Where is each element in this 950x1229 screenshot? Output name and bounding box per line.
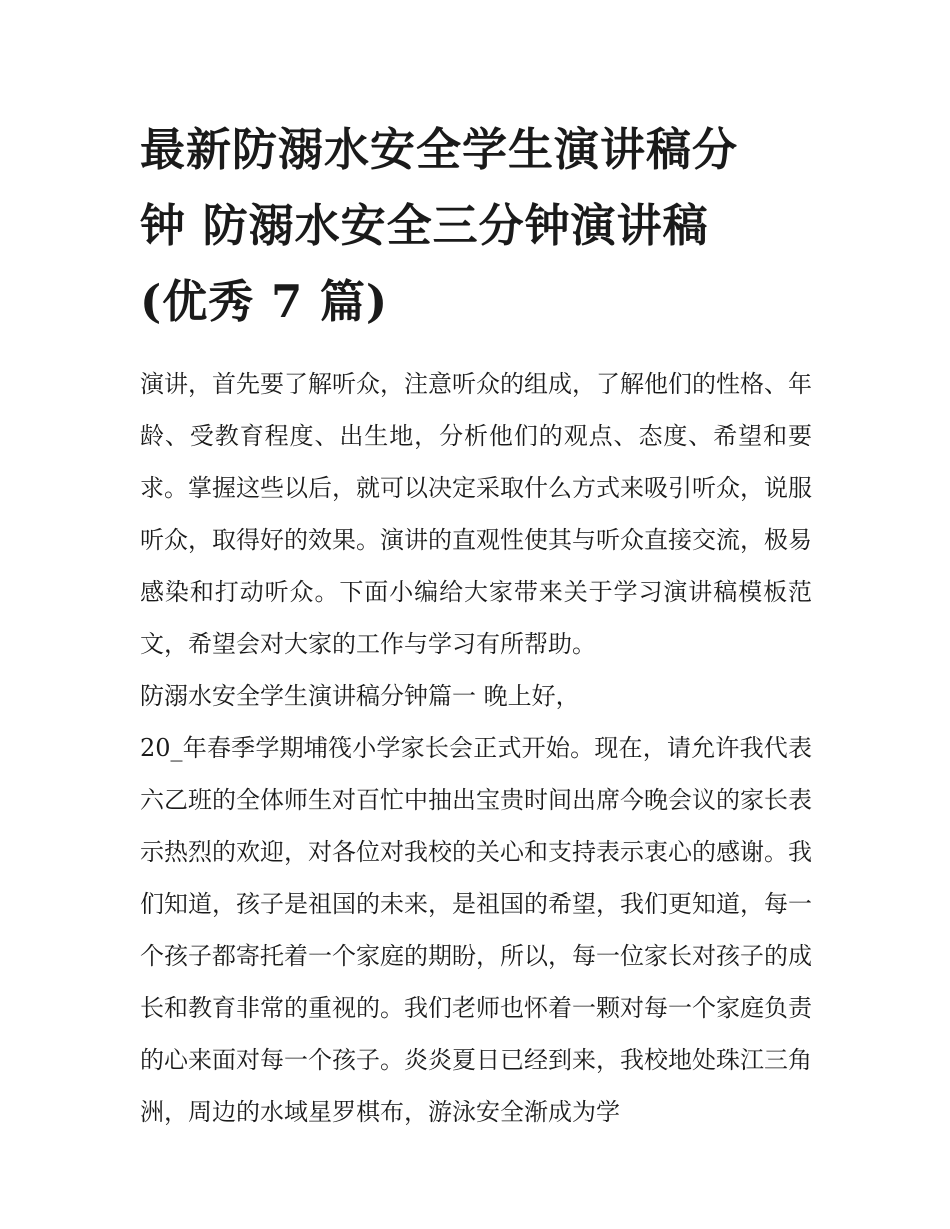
title-line-3: (优秀 7 篇) (140, 275, 389, 328)
document-body (140, 358, 812, 1138)
title-line-2: 钟 防溺水安全三分钟演讲稿 (140, 199, 709, 252)
section-heading-paragraph: 防溺水安全学生演讲稿分钟篇一 晚上好， (140, 682, 580, 710)
document-title (140, 112, 812, 340)
intro-paragraph: 演讲，首先要了解听众，注意听众的组成，了解他们的性格、年龄、受教育程度、出生地，分析他们的观点、态度、希望和要求。掌握这些以后，就可以决定采取什么方式来吸引听众，说服听众，取得好的效果。演讲的直观性使其与听众直接交流，极易感染和打动听众。下面小编给大家带来关于学习演讲稿模板范文，希望会对大家的工作与学习有所帮助。 (140, 370, 812, 658)
document-page (140, 112, 812, 1138)
speech-paragraph: 20_年春季学期埔筏小学家长会正式开始。现在，请允许我代表六乙班的全体师生对百忙中抽出宝贵时间出席今晚会议的家长表示热烈的欢迎，对各位对我校的关心和支持表示衷心的感谢。我们知道，孩子是祖国的未来，是祖国的希望，我们更知道，每一个孩子都寄托着一个家庭的期盼，所以，每一位家长对孩子的成长和教育非常的重视的。我们老师也怀着一颗对每一个家庭负责的心来面对每一个孩子。炎炎夏日已经到来，我校地处珠江三角洲，周边的水域星罗棋布，游泳安全渐成为学 (140, 734, 812, 1126)
title-line-1: 最新防溺水安全学生演讲稿分 (140, 123, 739, 176)
